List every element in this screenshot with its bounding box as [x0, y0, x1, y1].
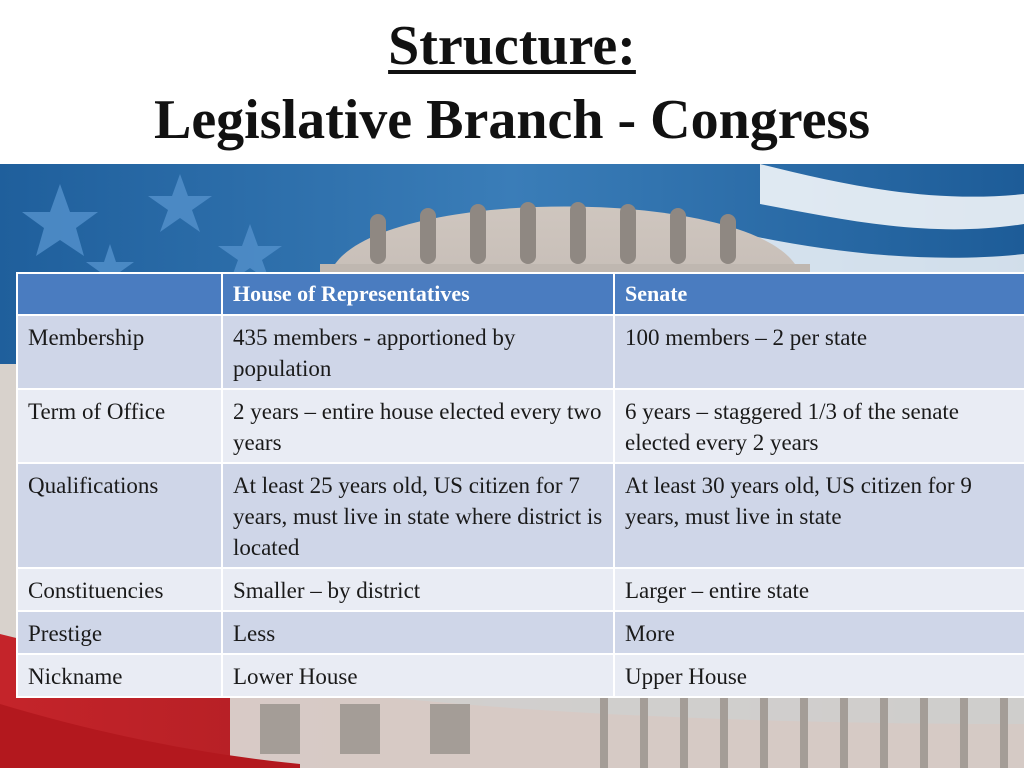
comparison-table	[16, 272, 1024, 698]
table-header-row	[17, 273, 1024, 315]
senate-cell: 6 years – staggered 1/3 of the senate elected every 2 years	[614, 389, 1024, 463]
header-empty	[17, 273, 222, 315]
row-label: Membership	[17, 315, 222, 389]
slide-subtitle: Legislative Branch - Congress	[153, 89, 871, 151]
table-row	[17, 568, 1024, 611]
senate-cell: More	[614, 611, 1024, 654]
title-area	[0, 0, 1024, 164]
row-label: Constituencies	[17, 568, 222, 611]
header-senate: Senate	[614, 273, 1024, 315]
table-row	[17, 611, 1024, 654]
senate-cell: At least 30 years old, US citizen for 9 years, must live in state	[614, 463, 1024, 568]
house-cell: Lower House	[222, 654, 614, 697]
house-cell: Less	[222, 611, 614, 654]
house-cell: At least 25 years old, US citizen for 7 years, must live in state where district is located	[222, 463, 614, 568]
house-cell: Smaller – by district	[222, 568, 614, 611]
table-row	[17, 654, 1024, 697]
house-cell: 435 members - apportioned by population	[222, 315, 614, 389]
header-house: House of Representatives	[222, 273, 614, 315]
row-label: Term of Office	[17, 389, 222, 463]
house-cell: 2 years – entire house elected every two years	[222, 389, 614, 463]
row-label: Nickname	[17, 654, 222, 697]
row-label: Qualifications	[17, 463, 222, 568]
slide-title: Structure:	[388, 15, 636, 77]
row-label: Prestige	[17, 611, 222, 654]
table-row	[17, 389, 1024, 463]
table-row	[17, 315, 1024, 389]
table-row	[17, 463, 1024, 568]
senate-cell: 100 members – 2 per state	[614, 315, 1024, 389]
senate-cell: Larger – entire state	[614, 568, 1024, 611]
senate-cell: Upper House	[614, 654, 1024, 697]
